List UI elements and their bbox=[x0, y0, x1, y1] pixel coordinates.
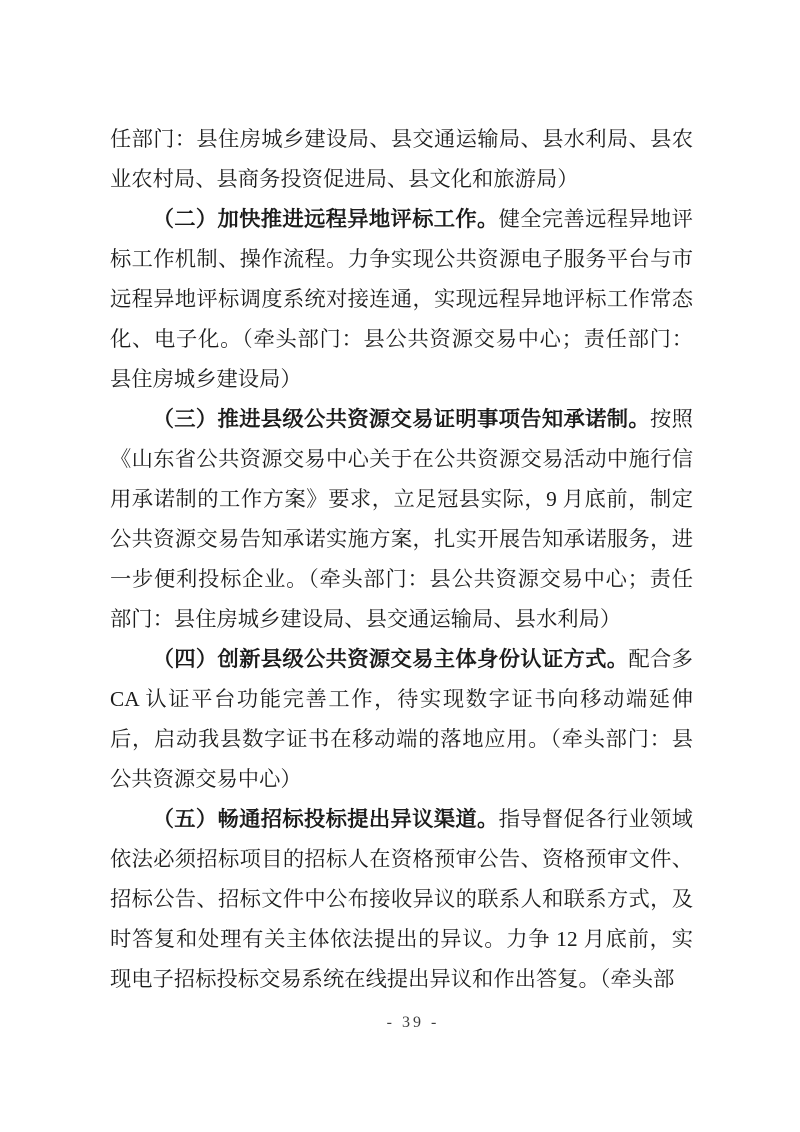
page-number: - 39 - bbox=[386, 1014, 440, 1031]
paragraph-body: 健全完善远程异地评标工作机制、操作流程。力争实现公共资源电子服务平台与市远程异地评标调度系统对接连通，实现远程异地评标工作常态化、电子化。（牵头部门：县公共资源交易中心；责任部门：县住房城乡建设局） bbox=[110, 207, 693, 391]
paragraph-body: 按照《山东省公共资源交易中心关于在公共资源交易活动中施行信用承诺制的工作方案》要求，立足冠县实际，9 月底前，制定公共资源交易告知承诺实施方案，扎实开展告知承诺服务，进一步便利投标企业。（牵头部门：县公共资源交易中心；责任部门：县住房城乡建设局、县交通运输局、县水利局） bbox=[110, 407, 693, 631]
paragraph-clause-4 bbox=[110, 639, 693, 799]
clause-heading: （五）畅通招标投标提出异议渠道。 bbox=[152, 807, 499, 831]
paragraph-clause-2 bbox=[110, 199, 693, 399]
document-body bbox=[110, 119, 693, 999]
clause-heading: （二）加快推进远程异地评标工作。 bbox=[152, 207, 499, 231]
clause-heading: （四）创新县级公共资源交易主体身份认证方式。 bbox=[152, 647, 629, 671]
paragraph-body: 任部门：县住房城乡建设局、县交通运输局、县水利局、县农业农村局、县商务投资促进局、县文化和旅游局） bbox=[110, 127, 693, 191]
paragraph-body: 指导督促各行业领域依法必须招标项目的招标人在资格预审公告、资格预审文件、招标公告、招标文件中公布接收异议的联系人和联系方式，及时答复和处理有关主体依法提出的异议。力争 12 月底前，实现电子招标投标交易系统在线提出异议和作出答复。（牵头部 bbox=[110, 807, 693, 991]
paragraph-clause-5 bbox=[110, 799, 693, 999]
clause-heading: （三）推进县级公共资源交易证明事项告知承诺制。 bbox=[152, 407, 651, 431]
paragraph-body: 配合多 CA 认证平台功能完善工作，待实现数字证书向移动端延伸后，启动我县数字证书在移动端的落地应用。（牵头部门：县公共资源交易中心） bbox=[110, 647, 693, 791]
paragraph-continuation bbox=[110, 119, 693, 199]
paragraph-clause-3 bbox=[110, 399, 693, 639]
